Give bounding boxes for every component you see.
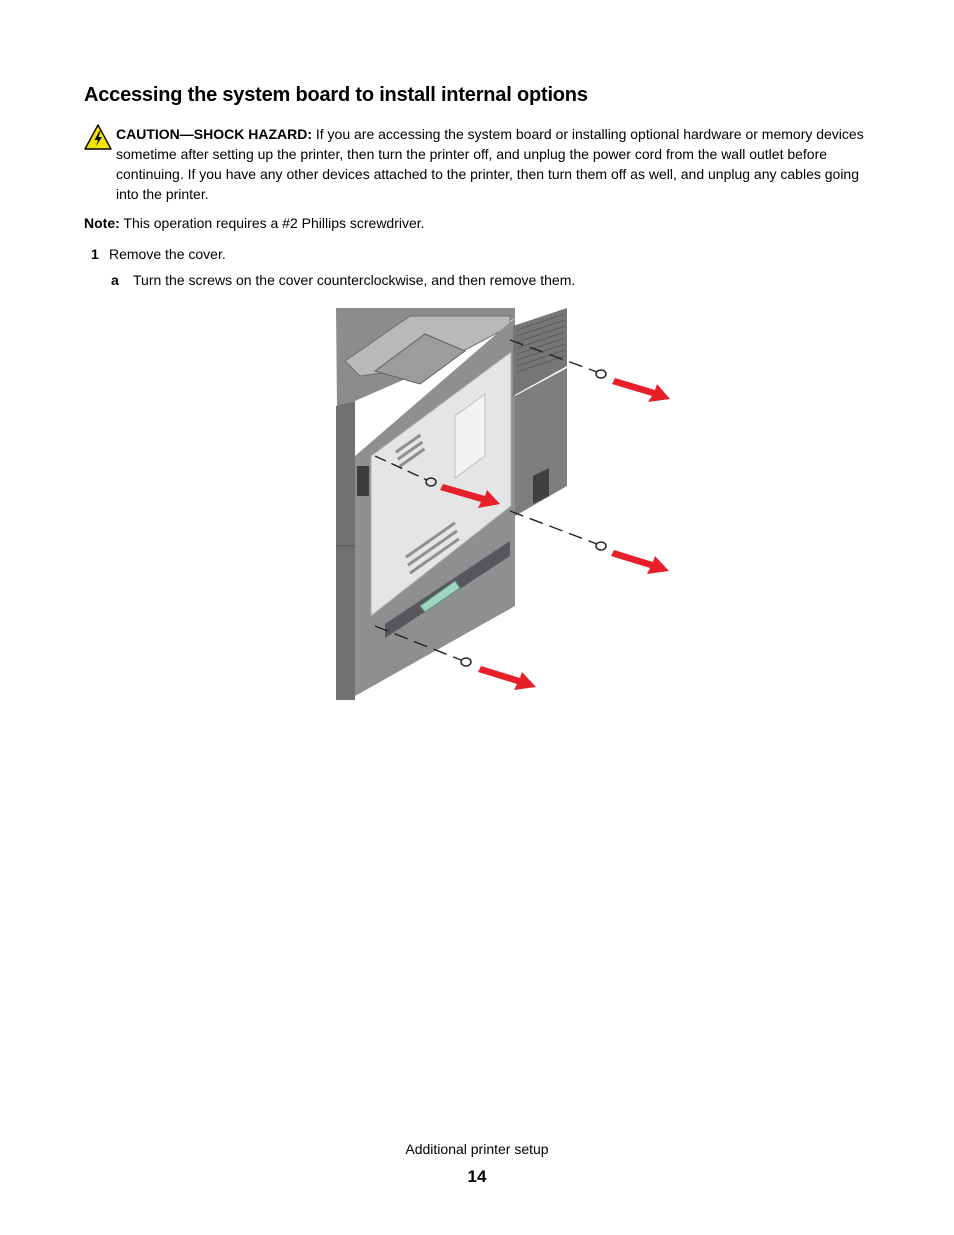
note-label: Note: <box>84 215 120 231</box>
substep-letter: a <box>111 272 119 288</box>
caution-block <box>84 124 884 204</box>
arrow-bottom <box>478 666 536 690</box>
printer-cover-screws-illustration <box>335 306 675 702</box>
caution-body: If you are accessing the system board or installing optional hardware or memory devices sometime after setting up the printer, then turn the printer off, and unplug the power cord from the wall outlet before continuing. If you have any other devices attached to the printer, then turn them off as well, and unplug any cables going into the printer. <box>116 126 864 202</box>
step-text: Remove the cover. <box>109 246 226 262</box>
arrow-top-right <box>612 378 670 402</box>
usb-port <box>357 466 369 496</box>
step-1a <box>111 270 575 290</box>
page-heading: Accessing the system board to install internal options <box>84 84 588 106</box>
footer-section-title: Additional printer setup <box>405 1141 549 1157</box>
step-number: 1 <box>91 246 99 262</box>
caution-text <box>116 124 884 204</box>
caution-label: CAUTION—SHOCK HAZARD: <box>116 126 312 142</box>
screw-middle-right <box>510 511 606 550</box>
note-text: This operation requires a #2 Phillips screwdriver. <box>119 215 425 231</box>
step-1 <box>91 244 226 264</box>
substep-text: Turn the screws on the cover counterclockwise, and then remove them. <box>133 272 576 288</box>
arrow-middle-right <box>611 550 669 574</box>
shock-hazard-warning-icon <box>84 124 112 150</box>
page-number: 14 <box>467 1167 487 1186</box>
note <box>84 213 425 233</box>
front-panel <box>336 401 355 700</box>
